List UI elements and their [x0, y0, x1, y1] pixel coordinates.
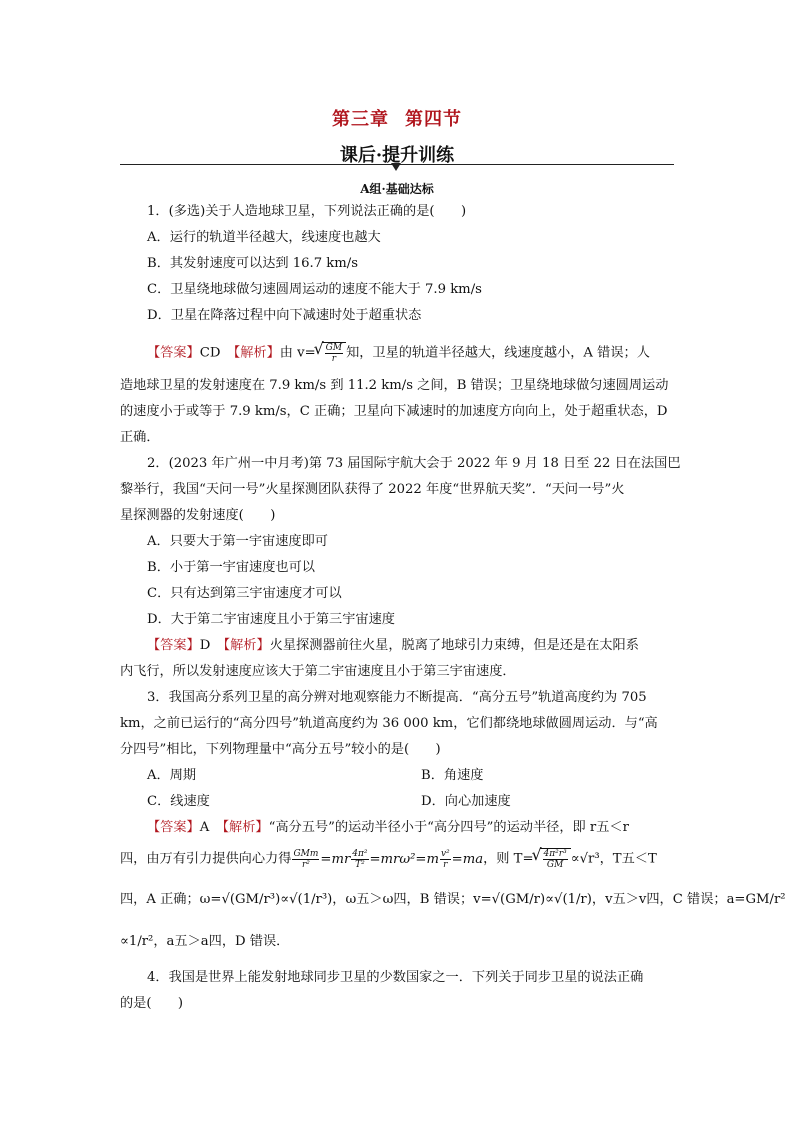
page-subtitle: 课后·提升训练 — [339, 145, 455, 166]
q1-option-c: C．卫星绕地球做匀速圆周运动的速度不能大于 7.9 km/s — [147, 282, 482, 297]
q3-stem-3: 分四号”相比，下列物理量中“高分五号”较小的是( ) — [120, 742, 441, 757]
q3-analysis-2b: ，则 T= — [483, 851, 534, 867]
q3-option-b: B．角速度 — [421, 768, 484, 783]
q3-analysis-1: “高分五号”的运动半径小于“高分四号”的运动半径，即 r五＜r — [268, 820, 629, 835]
q3-stem-1: 3．我国高分系列卫星的高分辨对地观察能力不断提高．“高分五号”轨道高度约为 705 — [147, 690, 647, 705]
q3-option-a: A．周期 — [147, 768, 197, 783]
q1-answer: CD — [199, 345, 221, 361]
q2-option-d: D．大于第二宇宙速度且小于第三宇宙速度 — [147, 612, 395, 627]
q1-analysis-3: 的速度小于或等于 7.9 km/s，C 正确；卫星向下减速时的加速度方向向上，处于超重状态，D — [120, 404, 668, 419]
chapter-label: 第三章 — [332, 109, 389, 130]
q1-option-a: A．运行的轨道半径越大，线速度也越大 — [147, 230, 381, 245]
q3-option-c: C．线速度 — [147, 794, 210, 809]
q2-analysis-1: 火星探测器前往火星，脱离了地球引力束缚，但是还是在太阳系 — [269, 638, 639, 653]
q3-analysis-tag: 【解析】 — [222, 820, 269, 835]
q3-answer-line — [147, 818, 629, 838]
q1-analysis-1a: 由 v= — [279, 345, 316, 361]
q4-stem-1: 4．我国是世界上能发射地球同步卫星的少数国家之一．下列关于同步卫星的说法正确 — [147, 970, 644, 985]
section-label: 第四节 — [405, 109, 462, 130]
q1-analysis-1b: 知，卫星的轨道半径越大，线速度越小，A 错误；人 — [346, 345, 650, 361]
q1-answer-line — [147, 342, 650, 364]
group-heading: A组·基础达标 — [360, 182, 434, 196]
q3-analysis-2a: 四，由万有引力提供向心力得 — [120, 851, 292, 867]
q3-stem-2: km，之前已运行的“高分四号”轨道高度约为 36 000 km，它们都绕地球做圆周运动．与“高 — [120, 716, 658, 731]
q1-analysis-2: 造地球卫星的发射速度在 7.9 km/s 到 11.2 km/s 之间，B 错误；卫星绕地球做匀速圆周运动 — [120, 378, 669, 393]
q3-analysis-2c: ∝√r³，T五＜T — [570, 851, 657, 867]
q2-answer-tag: 【答案】 — [147, 638, 200, 653]
q2-analysis-2: 内飞行，所以发射速度应该大于第二宇宙速度且小于第三宇宙速度． — [120, 664, 516, 679]
q2-stem-3: 星探测器的发射速度( ) — [120, 508, 276, 523]
q1-analysis-tag: 【解析】 — [233, 345, 280, 361]
q3-answer: A — [199, 820, 210, 835]
chapter-heading — [0, 105, 794, 131]
q1-analysis-4: 正确． — [120, 430, 160, 445]
q4-stem-2: 的是( ) — [120, 996, 184, 1011]
q2-stem-1: 2．(2023 年广州一中月考)第 73 届国际宇航大会于 2022 年 9 月 18 日至 22 日在法国巴 — [147, 456, 681, 471]
q2-option-b: B．小于第一宇宙速度也可以 — [147, 560, 315, 575]
q2-option-c: C．只有达到第三宇宙速度才可以 — [147, 586, 342, 601]
q1-option-b: B．其发射速度可以达到 16.7 km/s — [147, 256, 359, 271]
q1-option-d: D．卫星在降落过程中向下减速时处于超重状态 — [147, 308, 422, 323]
q3-analysis-3: 四，A 正确；ω=√(GM/r³)∝√(1/r³)，ω五＞ω四，B 错误；v=√(GM/r)∝√(1/r)，v五＞v四，C 错误；a=GM/r² — [120, 892, 786, 907]
divider-triangle-icon — [391, 163, 401, 171]
q3-answer-tag: 【答案】 — [147, 820, 200, 835]
q1-sqrt-formula: √ $\frac{GM}{r}$ — [322, 342, 346, 364]
q3-analysis-2 — [120, 848, 657, 870]
q2-answer-line — [147, 636, 639, 656]
q2-answer: D — [199, 638, 211, 653]
q2-stem-2: 黎举行，我国“天问一号”火星探测团队获得了 2022 年度“世界航天奖”．“天问一号”火 — [120, 482, 625, 497]
q3-gravity-formula: $\frac{\text{GMm}}{\text{r²}}$ =mr $\frac{\text{4π²}}{\text{T²}}$ =mrω²=m $\frac{\text{v²}}{r}$ =ma — [293, 848, 484, 870]
q2-option-a: A．只要大于第一宇宙速度即可 — [147, 534, 328, 549]
q3-option-d: D．向心加速度 — [421, 794, 511, 809]
q2-analysis-tag: 【解析】 — [223, 638, 270, 653]
q1-stem: 1．(多选)关于人造地球卫星，下列说法正确的是( ) — [147, 204, 467, 219]
q3-analysis-4: ∝1/r²，a五＞a四，D 错误． — [120, 934, 290, 949]
q3-period-formula: √ $\frac{\text{4π²r³}}{GM}$ — [540, 848, 571, 870]
q1-answer-tag: 【答案】 — [147, 345, 200, 361]
